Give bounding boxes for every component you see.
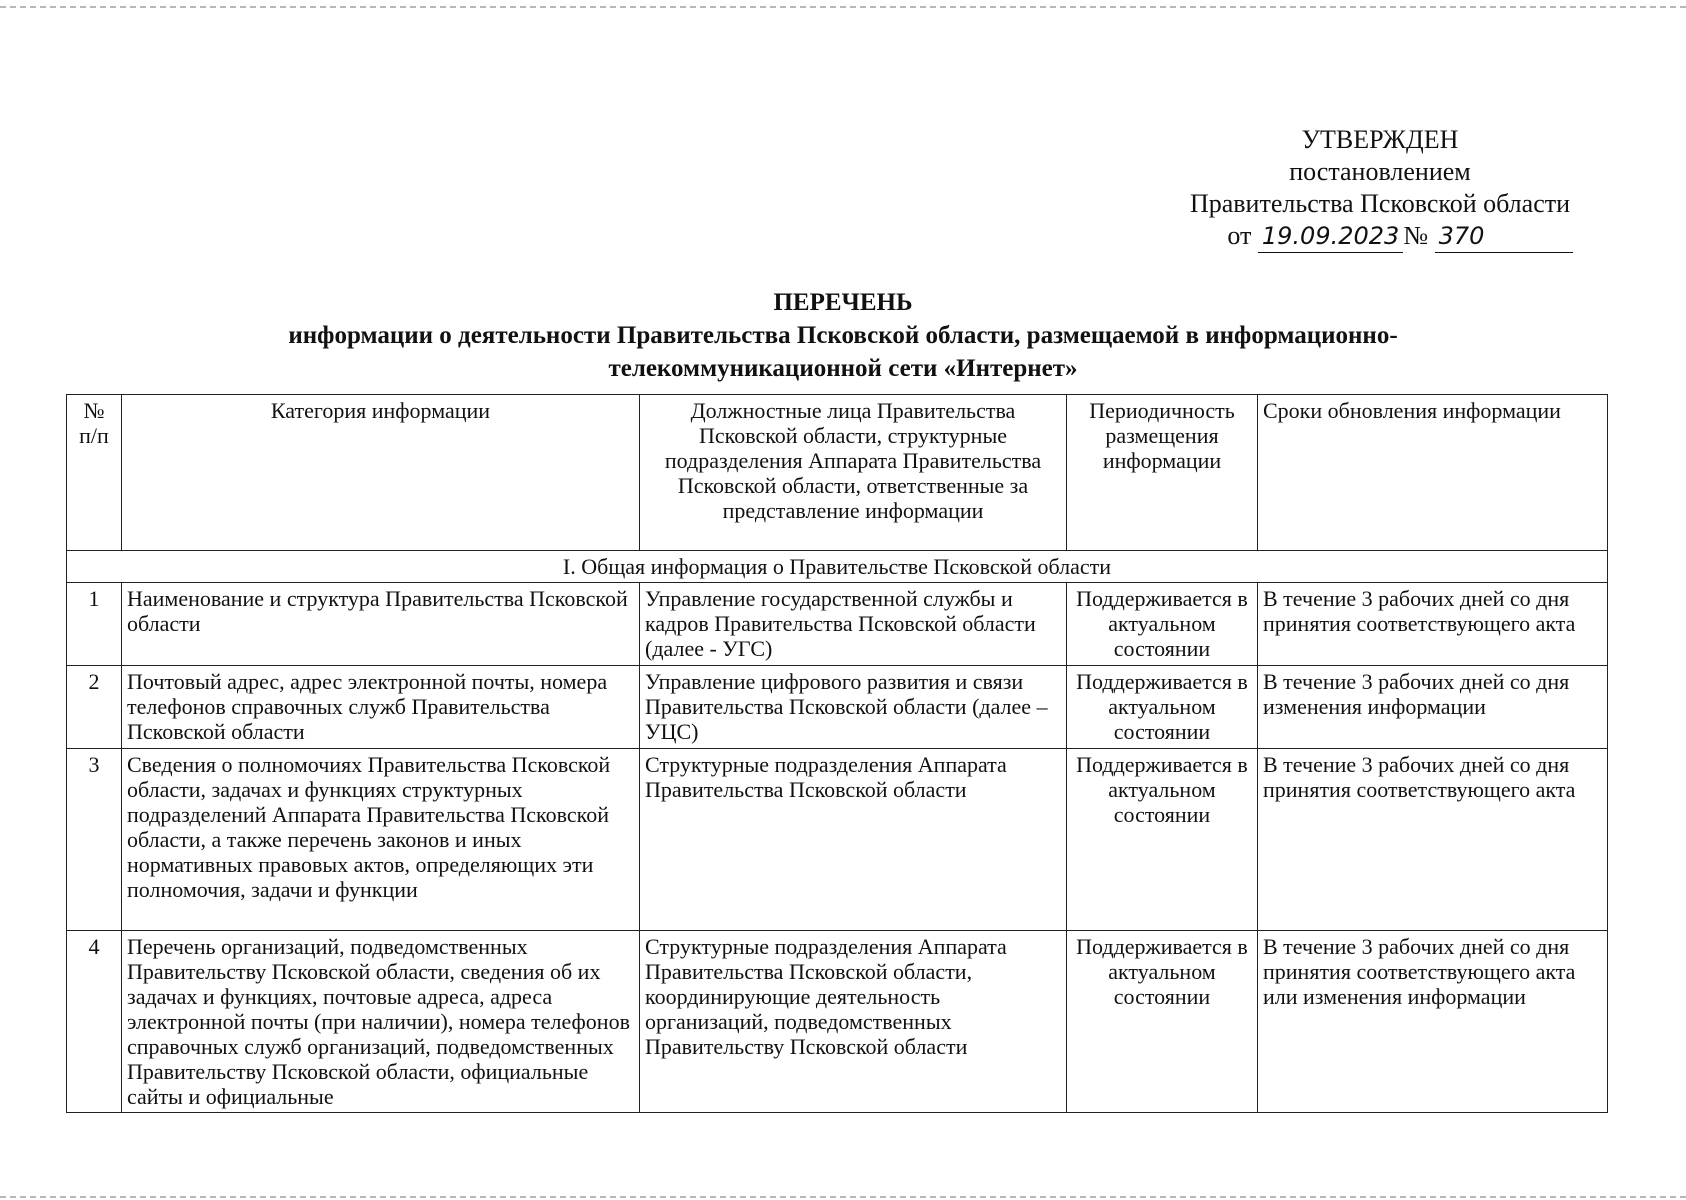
header-number: № п/п [67, 395, 122, 551]
row-deadline: В течение 3 рабочих дней со дня принятия соответствующего акта [1258, 749, 1608, 931]
row-periodicity: Поддерживается в актуальном состоянии [1067, 749, 1258, 931]
row-responsible: Управление государственной службы и кадров Правительства Псковской области (далее - УГС) [640, 583, 1067, 666]
decree-date-line [1150, 220, 1610, 253]
scan-edge-bottom [0, 1196, 1686, 1198]
title-main: ПЕРЕЧЕНЬ [773, 289, 913, 316]
row-category: Почтовый адрес, адрес электронной почты, номера телефонов справочных служб Правительства Псковской области [122, 666, 640, 749]
table-row [67, 749, 1608, 931]
row-number: 4 [67, 931, 122, 1113]
row-responsible: Структурные подразделения Аппарата Правительства Псковской области [640, 749, 1067, 931]
row-number: 2 [67, 666, 122, 749]
table-row [67, 583, 1608, 666]
row-responsible: Структурные подразделения Аппарата Правительства Псковской области, координирующие деятельность организаций, подведомственных Правительству Псковской области [640, 931, 1067, 1113]
row-deadline: В течение 3 рабочих дней со дня принятия соответствующего акта или изменения информации [1258, 931, 1608, 1113]
title-subtitle-line2: телекоммуникационной сети «Интернет» [608, 355, 1078, 382]
decree-date: 19.09.2023 [1258, 220, 1403, 253]
row-number: 3 [67, 749, 122, 931]
date-prefix: от [1227, 221, 1252, 250]
authority-label: Правительства Псковской области [1189, 189, 1571, 218]
row-category: Перечень организаций, подведомственных Правительству Псковской области, сведения об их задачах и функциях, почтовые адреса, адреса электронной почты (при наличии), номера телефонов справочных служб организаций, подведомственных Правительству Псковской области, официальные сайты и официальные [122, 931, 640, 1113]
header-periodicity: Периодичность размещения информации [1067, 395, 1258, 551]
document-title [0, 286, 1686, 385]
row-periodicity: Поддерживается в актуальном состоянии [1067, 583, 1258, 666]
section-title: I. Общая информация о Правительстве Псковской области [67, 551, 1608, 583]
approved-label: УТВЕРЖДЕН [1301, 125, 1459, 154]
decree-number: 370 [1435, 220, 1573, 253]
decree-label: постановлением [1289, 157, 1471, 186]
row-number: 1 [67, 583, 122, 666]
table-row [67, 666, 1608, 749]
row-category: Сведения о полномочиях Правительства Псковской области, задачах и функциях структурных подразделений Аппарата Правительства Псковской области, а также перечень законов и иных нормативных правовых актов, определяющих эти полномочия, задачи и функции [122, 749, 640, 931]
table-header-row [67, 395, 1608, 551]
approval-stamp-block [1150, 124, 1610, 253]
number-prefix: № [1403, 221, 1429, 250]
row-category: Наименование и структура Правительства Псковской области [122, 583, 640, 666]
section-row [67, 551, 1608, 583]
title-subtitle-line1: информации о деятельности Правительства Псковской области, размещаемой в информационно- [288, 322, 1398, 349]
row-deadline: В течение 3 рабочих дней со дня принятия соответствующего акта [1258, 583, 1608, 666]
header-responsible: Должностные лица Правительства Псковской области, структурные подразделения Аппарата Правительства Псковской области, ответственные за представление информации [640, 395, 1067, 551]
header-deadline: Сроки обновления информации [1258, 395, 1608, 551]
scan-edge-top [0, 6, 1686, 8]
row-deadline: В течение 3 рабочих дней со дня изменения информации [1258, 666, 1608, 749]
header-category: Категория информации [122, 395, 640, 551]
table-row [67, 931, 1608, 1113]
information-registry-table [66, 394, 1608, 1113]
row-periodicity: Поддерживается в актуальном состоянии [1067, 666, 1258, 749]
row-periodicity: Поддерживается в актуальном состоянии [1067, 931, 1258, 1113]
row-responsible: Управление цифрового развития и связи Правительства Псковской области (далее – УЦС) [640, 666, 1067, 749]
